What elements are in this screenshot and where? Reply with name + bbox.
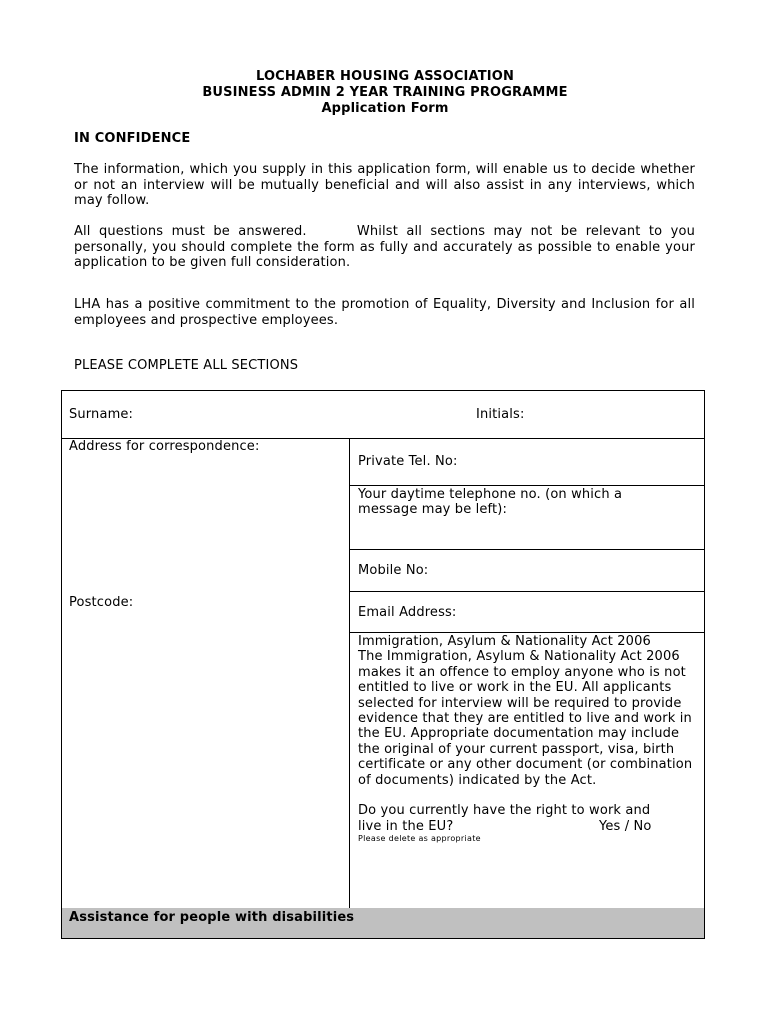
address-label[interactable]: Address for correspondence: <box>69 439 260 454</box>
questions-paragraph: All questions must be answered. Whilst all sections may not be relevant to you personally, you should complete the form as fully and accurately as possible to enable your application to be given full consideration. <box>74 224 700 271</box>
form-title: Application Form <box>321 101 449 116</box>
row-divider <box>349 591 704 592</box>
complete-all-sections: PLEASE COMPLETE ALL SECTIONS <box>74 358 299 373</box>
email-label[interactable]: Email Address: <box>358 605 457 620</box>
surname-label[interactable]: Surname: <box>69 407 134 422</box>
immigration-notice <box>358 634 702 844</box>
yes-no-option[interactable]: Yes / No <box>599 818 652 834</box>
delete-note: Please delete as appropriate <box>358 834 481 844</box>
document-header <box>0 69 770 117</box>
equality-paragraph: LHA has a positive commitment to the promotion of Equality, Diversity and Inclusion for all employees and prospective employees. <box>74 297 695 328</box>
private-tel-label[interactable]: Private Tel. No: <box>358 454 458 469</box>
programme-name: BUSINESS ADMIN 2 YEAR TRAINING PROGRAMME <box>202 85 568 100</box>
column-divider <box>349 438 350 908</box>
right-to-work-question-line1: Do you currently have the right to work and <box>358 803 651 819</box>
initials-label[interactable]: Initials: <box>476 407 525 422</box>
daytime-tel-label[interactable]: Your daytime telephone no. (on which a message may be left): <box>358 487 623 518</box>
disabilities-section-header <box>62 908 704 938</box>
mobile-label[interactable]: Mobile No: <box>358 563 429 578</box>
postcode-label[interactable]: Postcode: <box>69 595 134 610</box>
immigration-body: The Immigration, Asylum & Nationality Act 2006 makes it an offence to employ anyone who is not entitled to live or work in the EU. All applicants selected for interview will be required to provide evidence that they are entitled to live and work in the EU. Appropriate documentation may include the original of your current passport, visa, birth certificate or any other document (or combination of documents) indicated by the Act. <box>358 649 693 788</box>
intro-paragraph: The information, which you supply in this application form, will enable us to decide whether or not an interview will be mutually beneficial and will also assist in any interviews, which may follow. <box>74 162 695 209</box>
disabilities-heading: Assistance for people with disabilities <box>69 910 355 925</box>
organisation-name: LOCHABER HOUSING ASSOCIATION <box>256 69 514 84</box>
row-divider <box>349 549 704 550</box>
row-divider <box>349 632 704 633</box>
immigration-title: Immigration, Asylum & Nationality Act 2006 <box>358 634 651 649</box>
confidence-heading: IN CONFIDENCE <box>74 131 191 146</box>
personal-details-table <box>61 390 705 939</box>
row-divider <box>349 485 704 486</box>
right-to-work-question-line2: live in the EU? <box>358 818 454 834</box>
